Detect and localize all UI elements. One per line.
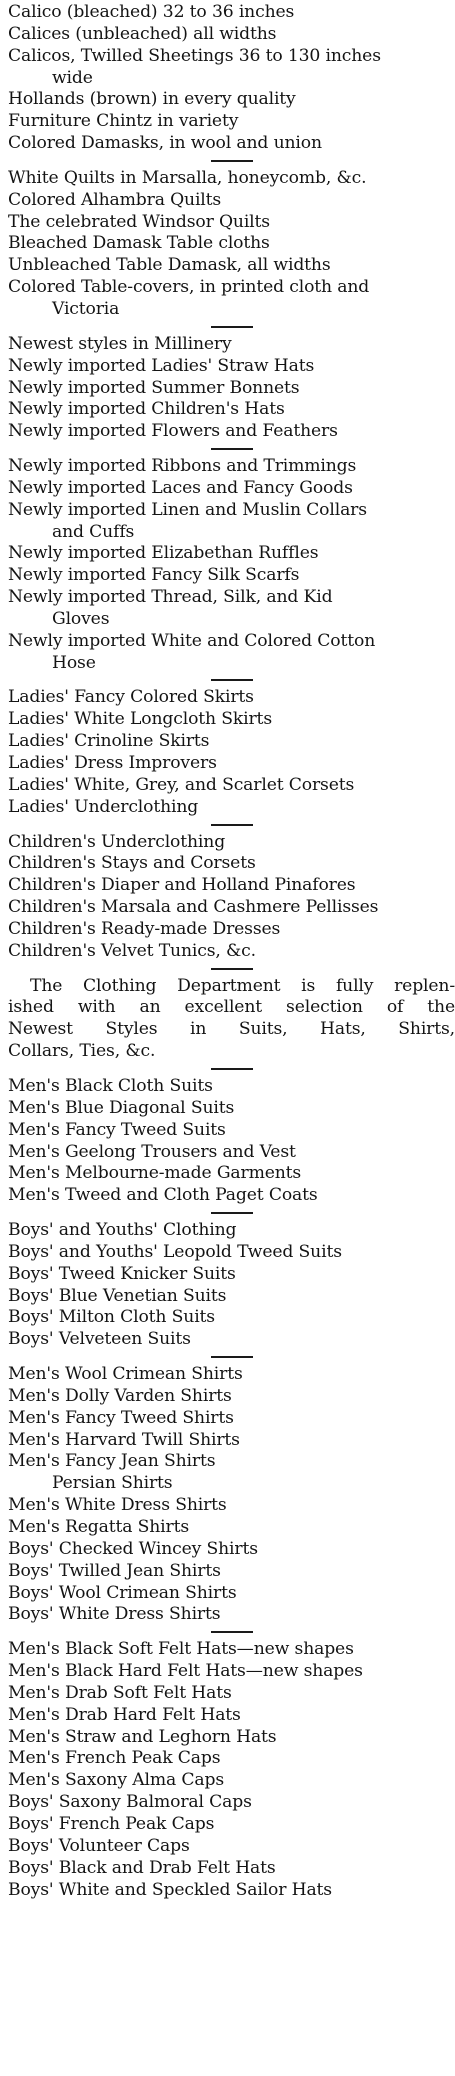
section-shirts (8, 1364, 455, 1626)
list-item: Newly imported Linen and Muslin Collars (8, 499, 367, 520)
list-item: Calicos, Twilled Sheetings 36 to 130 inches (8, 45, 381, 66)
list-item-continuation: Gloves (52, 608, 110, 629)
list-item-continuation: wide (52, 67, 93, 88)
list-item: Newly imported Summer Bonnets (8, 377, 300, 398)
list-item: Colored Table-covers, in printed cloth and (8, 277, 370, 298)
list-item: Men's French Peak Caps (8, 1748, 221, 1769)
list-item: Boys' Volunteer Caps (8, 1835, 190, 1856)
list-item: Boys' French Peak Caps (8, 1813, 215, 1834)
section-millinery (8, 334, 455, 443)
list-item: Calices (unbleached) all widths (8, 23, 277, 44)
list-item: Colored Damasks, in wool and union (8, 133, 322, 154)
list-item-continuation: and Cuffs (52, 521, 135, 542)
list-item: Newly imported Ribbons and Trimmings (8, 456, 357, 477)
list-item: Men's Drab Soft Felt Hats (8, 1682, 232, 1703)
section-divider (211, 160, 253, 162)
list-item-continuation: Victoria (52, 298, 120, 319)
section-quilts (8, 168, 455, 321)
list-item: Ladies' Crinoline Skirts (8, 731, 210, 752)
list-item: Newly imported Fancy Silk Scarfs (8, 565, 300, 586)
list-item: Boys' Blue Venetian Suits (8, 1285, 227, 1306)
list-item: Newly imported Children's Hats (8, 399, 285, 420)
list-item: Boys' and Youths' Clothing (8, 1220, 237, 1241)
list-item: Men's Straw and Leghorn Hats (8, 1726, 277, 1747)
section-ladies (8, 687, 455, 818)
list-item: Newly imported Laces and Fancy Goods (8, 477, 353, 498)
paragraph-line: ished with an excellent selection of the (8, 997, 455, 1018)
section-divider (211, 968, 253, 970)
list-item: Newly imported Thread, Silk, and Kid (8, 587, 333, 608)
paragraph-line: The Clothing Department is fully replen- (30, 975, 455, 996)
list-item: Boys' and Youths' Leopold Tweed Suits (8, 1241, 342, 1262)
list-item: Ladies' White, Grey, and Scarlet Corsets (8, 774, 355, 795)
list-item: Ladies' Fancy Colored Skirts (8, 687, 254, 708)
list-item: Ladies' White Longcloth Skirts (8, 709, 272, 730)
section-divider (211, 1356, 253, 1358)
list-item: Men's Fancy Jean Shirts (8, 1451, 216, 1472)
list-item: Boys' Black and Drab Felt Hats (8, 1857, 276, 1878)
list-item: Newly imported Flowers and Feathers (8, 421, 338, 442)
list-item: Men's Blue Diagonal Suits (8, 1097, 235, 1118)
list-item: Boys' Checked Wincey Shirts (8, 1538, 258, 1559)
list-item: Boys' Twilled Jean Shirts (8, 1560, 221, 1581)
section-divider (211, 448, 253, 450)
section-divider (211, 1068, 253, 1070)
section-divider (211, 679, 253, 681)
list-item: Men's Harvard Twill Shirts (8, 1429, 240, 1450)
list-item: Bleached Damask Table cloths (8, 233, 270, 254)
list-item: Ladies' Underclothing (8, 796, 199, 817)
list-item-continuation: Hose (52, 652, 96, 673)
section-mens-suits (8, 1076, 455, 1207)
list-item: Men's Wool Crimean Shirts (8, 1364, 243, 1385)
list-item: Men's Fancy Tweed Suits (8, 1119, 226, 1140)
list-item: Men's Black Hard Felt Hats—new shapes (8, 1661, 363, 1682)
list-item: Unbleached Table Damask, all widths (8, 255, 331, 276)
list-item-continuation: Persian Shirts (52, 1473, 173, 1494)
paragraph-line: Newest Styles in Suits, Hats, Shirts, (8, 1019, 455, 1040)
section-divider (211, 824, 253, 826)
list-item: Children's Underclothing (8, 831, 226, 852)
list-item: Men's Melbourne-made Garments (8, 1163, 302, 1184)
section-trimmings (8, 456, 455, 674)
list-item: Colored Alhambra Quilts (8, 189, 222, 210)
paragraph-line: Collars, Ties, &c. (8, 1041, 156, 1062)
section-divider (211, 1212, 253, 1214)
list-item: Boys' Velveteen Suits (8, 1329, 191, 1350)
section-children (8, 832, 455, 963)
list-item: Boys' Tweed Knicker Suits (8, 1263, 236, 1284)
list-item: Men's Fancy Tweed Shirts (8, 1407, 234, 1428)
list-item: Hollands (brown) in every quality (8, 89, 296, 110)
list-item: Children's Ready-made Dresses (8, 918, 281, 939)
list-item: Men's Dolly Varden Shirts (8, 1385, 232, 1406)
list-item: Men's Drab Hard Felt Hats (8, 1704, 241, 1725)
list-item: Men's Tweed and Cloth Paget Coats (8, 1185, 318, 1206)
list-item: Boys' Milton Cloth Suits (8, 1307, 215, 1328)
list-item: Newly imported Ladies' Straw Hats (8, 355, 315, 376)
section-boys-clothing (8, 1220, 455, 1351)
list-item: Children's Velvet Tunics, &c. (8, 940, 256, 961)
list-item: Children's Marsala and Cashmere Pellisses (8, 897, 379, 918)
section-hats (8, 1639, 455, 1901)
list-item: Children's Stays and Corsets (8, 853, 256, 874)
list-item: Boys' White Dress Shirts (8, 1604, 221, 1625)
list-item: Furniture Chintz in variety (8, 111, 239, 132)
list-item: Men's Regatta Shirts (8, 1517, 190, 1537)
list-item: Calico (bleached) 32 to 36 inches (8, 2, 295, 22)
section-divider (211, 1631, 253, 1633)
list-item: Men's Saxony Alma Caps (8, 1770, 224, 1791)
list-item: Newly imported White and Colored Cotton (8, 630, 376, 651)
list-item: Ladies' Dress Improvers (8, 753, 217, 773)
section-divider (211, 326, 253, 328)
list-item: Boys' Saxony Balmoral Caps (8, 1792, 252, 1813)
list-item: Men's Geelong Trousers and Vest (8, 1141, 296, 1162)
list-item: Boys' White and Speckled Sailor Hats (8, 1879, 332, 1900)
list-item: Men's Black Cloth Suits (8, 1075, 213, 1096)
list-item: Newly imported Elizabethan Ruffles (8, 543, 319, 564)
list-item: Boys' Wool Crimean Shirts (8, 1582, 237, 1603)
list-item: Children's Diaper and Holland Pinafores (8, 875, 356, 896)
section-calicos (8, 2, 455, 155)
list-item: The celebrated Windsor Quilts (8, 211, 270, 232)
list-item: Newest styles in Millinery (8, 333, 232, 354)
list-item: Men's Black Soft Felt Hats—new shapes (8, 1639, 354, 1660)
clothing-department-paragraph (8, 976, 455, 1063)
list-item: Men's White Dress Shirts (8, 1495, 227, 1516)
list-item: White Quilts in Marsalla, honeycomb, &c. (8, 167, 367, 188)
